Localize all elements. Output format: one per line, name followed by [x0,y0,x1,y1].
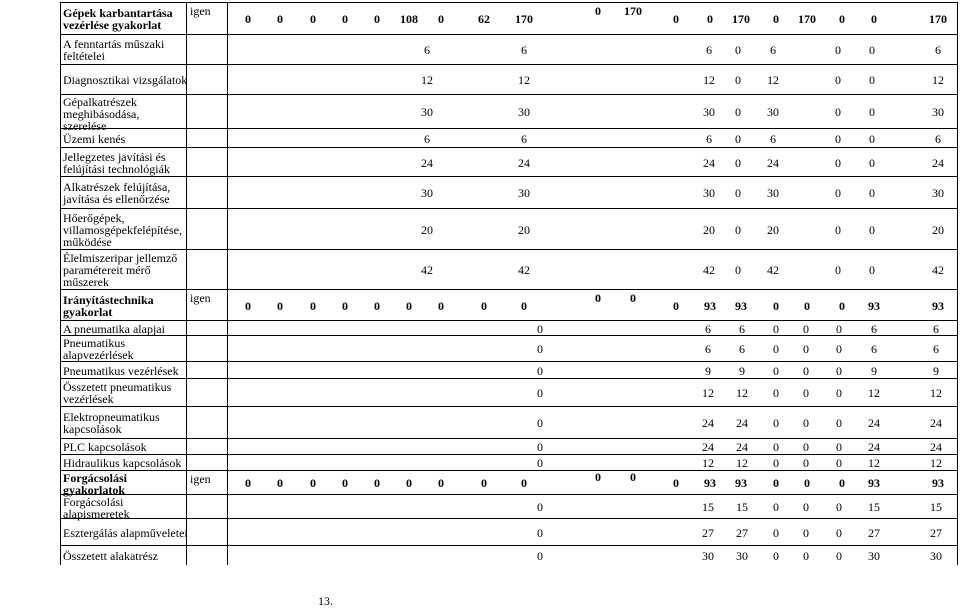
cell-value: 6 [935,43,941,57]
cell-value: 0 [673,476,679,490]
row-label: Pneumatikus alapvezérlések [63,336,134,362]
cell-value: 12 [702,456,714,470]
cell-value: 6 [424,43,430,57]
cell-value: 30 [702,549,714,563]
cell-value: 0 [869,132,875,146]
cell-value: 0 [869,105,875,119]
cell-value: 27 [736,526,748,540]
cell-value: 0 [537,549,543,563]
cell-value: 9 [705,364,711,378]
cell-value: 0 [630,291,636,305]
cell-value: 0 [803,386,809,400]
cell-value: 0 [836,386,842,400]
cell-value: 0 [595,470,601,484]
cell-value: 30 [518,105,530,119]
table-row [60,176,958,208]
cell-value: 0 [406,299,412,313]
cell-value: 0 [277,299,283,313]
cell-value: 0 [537,456,543,470]
cell-value: 30 [932,105,944,119]
cell-value: 62 [478,12,490,26]
cell-value: 0 [839,12,845,26]
cell-value: 0 [869,73,875,87]
cell-value: 170 [624,4,642,18]
cell-value: 0 [537,500,543,514]
cell-value: 0 [537,526,543,540]
cell-value: 93 [868,476,880,490]
cell-value: 12 [868,386,880,400]
table-row [60,406,958,438]
cell-value: 0 [773,526,779,540]
cell-value: 0 [835,263,841,277]
table-border [957,2,958,565]
cell-value: 30 [421,105,433,119]
cell-value: 24 [868,416,880,430]
cell-value: 0 [773,416,779,430]
cell-value: 12 [868,456,880,470]
cell-value: 0 [245,299,251,313]
cell-value: 0 [835,156,841,170]
cell-value: 15 [868,500,880,514]
cell-value: 24 [736,416,748,430]
cell-value: 24 [930,416,942,430]
cell-value: 0 [839,299,845,313]
table-row [60,64,958,94]
cell-value: 0 [735,186,741,200]
cell-value: 170 [929,12,947,26]
cell-value: 0 [804,299,810,313]
row-label: Diagnosztikai vizsgálatok [63,73,188,87]
cell-value: 30 [421,186,433,200]
cell-value: 0 [803,526,809,540]
cell-value: 0 [836,342,842,356]
cell-value: 30 [703,105,715,119]
cell-value: 12 [736,386,748,400]
cell-value: 0 [310,476,316,490]
row-label: Összetett pneumatikus vezérlések [63,380,172,406]
cell-value: 6 [521,43,527,57]
cell-value: 0 [773,500,779,514]
cell-value: 12 [703,73,715,87]
cell-value: 0 [537,440,543,454]
table-row [60,545,958,565]
cell-value: 0 [521,299,527,313]
cell-value: 93 [735,476,747,490]
cell-value: 0 [803,456,809,470]
cell-value: 0 [773,342,779,356]
cell-value: 93 [932,476,944,490]
cell-value: 15 [702,500,714,514]
cell-value: 0 [773,299,779,313]
cell-value: 0 [342,12,348,26]
cell-value: 12 [930,386,942,400]
cell-value: 30 [932,186,944,200]
cell-value: 42 [703,263,715,277]
cell-value: 9 [933,364,939,378]
cell-value: 0 [707,12,713,26]
cell-value: 0 [836,416,842,430]
cell-value: 15 [930,500,942,514]
cell-value: 0 [438,12,444,26]
cell-value: 27 [930,526,942,540]
cell-value: 0 [836,526,842,540]
cell-value: 0 [481,299,487,313]
cell-value: 108 [400,12,418,26]
cell-value: 93 [868,299,880,313]
cell-value: 0 [735,132,741,146]
cell-value: 0 [803,416,809,430]
cell-value: 0 [595,291,601,305]
cell-value: 0 [773,386,779,400]
cell-value: 6 [521,132,527,146]
cell-value: 0 [277,12,283,26]
table-row [60,2,958,34]
cell-value: 170 [798,12,816,26]
table-row [60,438,958,454]
cell-value: 0 [835,223,841,237]
cell-value: 0 [735,263,741,277]
cell-value: 0 [735,105,741,119]
cell-value: 0 [245,476,251,490]
cell-value: 0 [871,12,877,26]
table-row [60,128,958,147]
cell-value: 6 [770,132,776,146]
row-label: Forgácsolási gyakorlatok [63,471,127,497]
cell-value: 12 [767,73,779,87]
cell-value: 12 [421,73,433,87]
table-row [60,208,958,249]
cell-value: 0 [836,500,842,514]
table-row [60,454,958,470]
row-label: Élelmiszeripar jellemző paramétereit mérő műszerek [63,251,178,289]
cell-value: 9 [871,364,877,378]
cell-value: 30 [518,186,530,200]
cell-value: 0 [773,364,779,378]
cell-value: 0 [310,299,316,313]
cell-value: 0 [630,470,636,484]
row-label: A fenntartás műszaki feltételei [63,37,165,63]
cell-value: 0 [839,476,845,490]
cell-value: 0 [245,12,251,26]
cell-value: 0 [835,105,841,119]
cell-value: 12 [736,456,748,470]
row-label: PLC kapcsolások [63,440,147,454]
table-row [60,94,958,133]
row-label: Elektropneumatikus kapcsolások [63,410,160,436]
cell-value: 12 [702,386,714,400]
cell-value: 6 [933,322,939,336]
cell-value: 24 [702,440,714,454]
table-row [60,249,958,289]
cell-value: 0 [773,456,779,470]
cell-value: 24 [421,156,433,170]
cell-value: 30 [930,549,942,563]
row-label: Irányítástechnika gyakorlat [63,293,154,319]
cell-value: 0 [803,364,809,378]
cell-value: 93 [704,476,716,490]
table-row [60,378,958,406]
table-row [60,320,958,335]
cell-value: 12 [932,73,944,87]
cell-value: 0 [438,476,444,490]
row-label: Gépek karbantartása vezérlése gyakorlat [63,6,173,32]
cell-value: 0 [835,73,841,87]
cell-value: 0 [481,476,487,490]
cell-value: 0 [735,223,741,237]
cell-value: 42 [932,263,944,277]
cell-value: 6 [935,132,941,146]
cell-value: 6 [871,322,877,336]
cell-value: 12 [930,456,942,470]
cell-value: 0 [537,364,543,378]
row-label: A pneumatika alapjai [63,322,165,336]
row-label: Hőerőgépek, villamosgépekfelépítése, működése [63,211,182,249]
cell-value: 0 [869,186,875,200]
cell-value: 0 [521,476,527,490]
cell-value: 42 [767,263,779,277]
cell-value: 20 [767,223,779,237]
cell-value: 93 [932,299,944,313]
page-number: 13. [318,594,333,608]
cell-value: 15 [736,500,748,514]
cell-value: 24 [932,156,944,170]
cell-value: 0 [310,12,316,26]
cell-value: 6 [739,342,745,356]
cell-value: 0 [595,4,601,18]
cell-value: 0 [773,549,779,563]
cell-value: 0 [803,322,809,336]
cell-value: 0 [869,156,875,170]
cell-value: 0 [342,476,348,490]
table-row [60,289,958,320]
cell-value: 24 [767,156,779,170]
cell-value: 20 [703,223,715,237]
row-label: Üzemi kenés [63,132,126,146]
cell-value: 0 [673,299,679,313]
curriculum-table [60,2,958,565]
cell-value: 6 [705,322,711,336]
cell-value: 6 [871,342,877,356]
table-row [60,147,958,176]
cell-value: 42 [518,263,530,277]
cell-value: 30 [736,549,748,563]
status-yes: igen [190,291,211,305]
cell-value: 24 [702,416,714,430]
cell-value: 0 [836,440,842,454]
cell-value: 6 [424,132,430,146]
cell-value: 0 [374,12,380,26]
cell-value: 0 [673,12,679,26]
table-row [60,34,958,64]
cell-value: 0 [735,43,741,57]
cell-value: 6 [739,322,745,336]
cell-value: 9 [739,364,745,378]
status-yes: igen [190,472,211,486]
cell-value: 170 [732,12,750,26]
cell-value: 0 [342,299,348,313]
cell-value: 30 [703,186,715,200]
row-label: Összetett alakatrész [63,549,158,563]
cell-value: 42 [421,263,433,277]
cell-value: 24 [518,156,530,170]
row-label: Esztergálás alapműveletei [63,526,188,540]
cell-value: 27 [868,526,880,540]
table-row [60,361,958,378]
cell-value: 0 [277,476,283,490]
cell-value: 0 [869,223,875,237]
cell-value: 0 [835,43,841,57]
cell-value: 0 [537,416,543,430]
cell-value: 0 [374,476,380,490]
cell-value: 24 [868,440,880,454]
cell-value: 93 [704,299,716,313]
cell-value: 6 [706,132,712,146]
cell-value: 0 [773,322,779,336]
cell-value: 20 [932,223,944,237]
cell-value: 0 [735,73,741,87]
cell-value: 0 [773,476,779,490]
cell-value: 0 [406,476,412,490]
cell-value: 0 [773,12,779,26]
table-row [60,518,958,545]
cell-value: 6 [706,43,712,57]
cell-value: 0 [836,549,842,563]
cell-value: 27 [702,526,714,540]
row-label: Jellegzetes javítási és felújítási technológiák [63,150,170,176]
cell-value: 30 [767,105,779,119]
row-label: Pneumatikus vezérlések [63,364,179,378]
status-yes: igen [190,4,211,18]
cell-value: 0 [869,43,875,57]
cell-value: 20 [518,223,530,237]
cell-value: 0 [438,299,444,313]
cell-value: 30 [868,549,880,563]
cell-value: 30 [767,186,779,200]
column-divider [186,2,187,565]
cell-value: 0 [374,299,380,313]
cell-value: 0 [803,342,809,356]
table-border [60,2,61,565]
row-label: Hidraulikus kapcsolások [63,456,182,470]
cell-value: 0 [735,156,741,170]
cell-value: 24 [930,440,942,454]
cell-value: 0 [835,132,841,146]
cell-value: 0 [869,263,875,277]
cell-value: 6 [933,342,939,356]
cell-value: 0 [803,500,809,514]
cell-value: 24 [736,440,748,454]
cell-value: 0 [835,186,841,200]
cell-value: 0 [836,364,842,378]
cell-value: 0 [803,549,809,563]
table-row [60,470,958,497]
table-row [60,335,958,361]
cell-value: 0 [803,440,809,454]
cell-value: 0 [836,456,842,470]
cell-value: 6 [705,342,711,356]
cell-value: 170 [515,12,533,26]
cell-value: 12 [518,73,530,87]
cell-value: 93 [735,299,747,313]
cell-value: 0 [537,342,543,356]
cell-value: 0 [836,322,842,336]
cell-value: 0 [537,386,543,400]
row-label: Gépalkatrészek meghibásodása, szerelése [63,95,140,133]
column-divider [227,2,228,565]
table-row [60,494,958,521]
cell-value: 0 [804,476,810,490]
cell-value: 0 [537,322,543,336]
cell-value: 20 [421,223,433,237]
cell-value: 0 [773,440,779,454]
row-label: Alkatrészek felújítása, javítása és ellenőrzése [63,180,171,206]
cell-value: 6 [770,43,776,57]
cell-value: 24 [703,156,715,170]
row-label: Forgácsolási alapismeretek [63,495,130,521]
